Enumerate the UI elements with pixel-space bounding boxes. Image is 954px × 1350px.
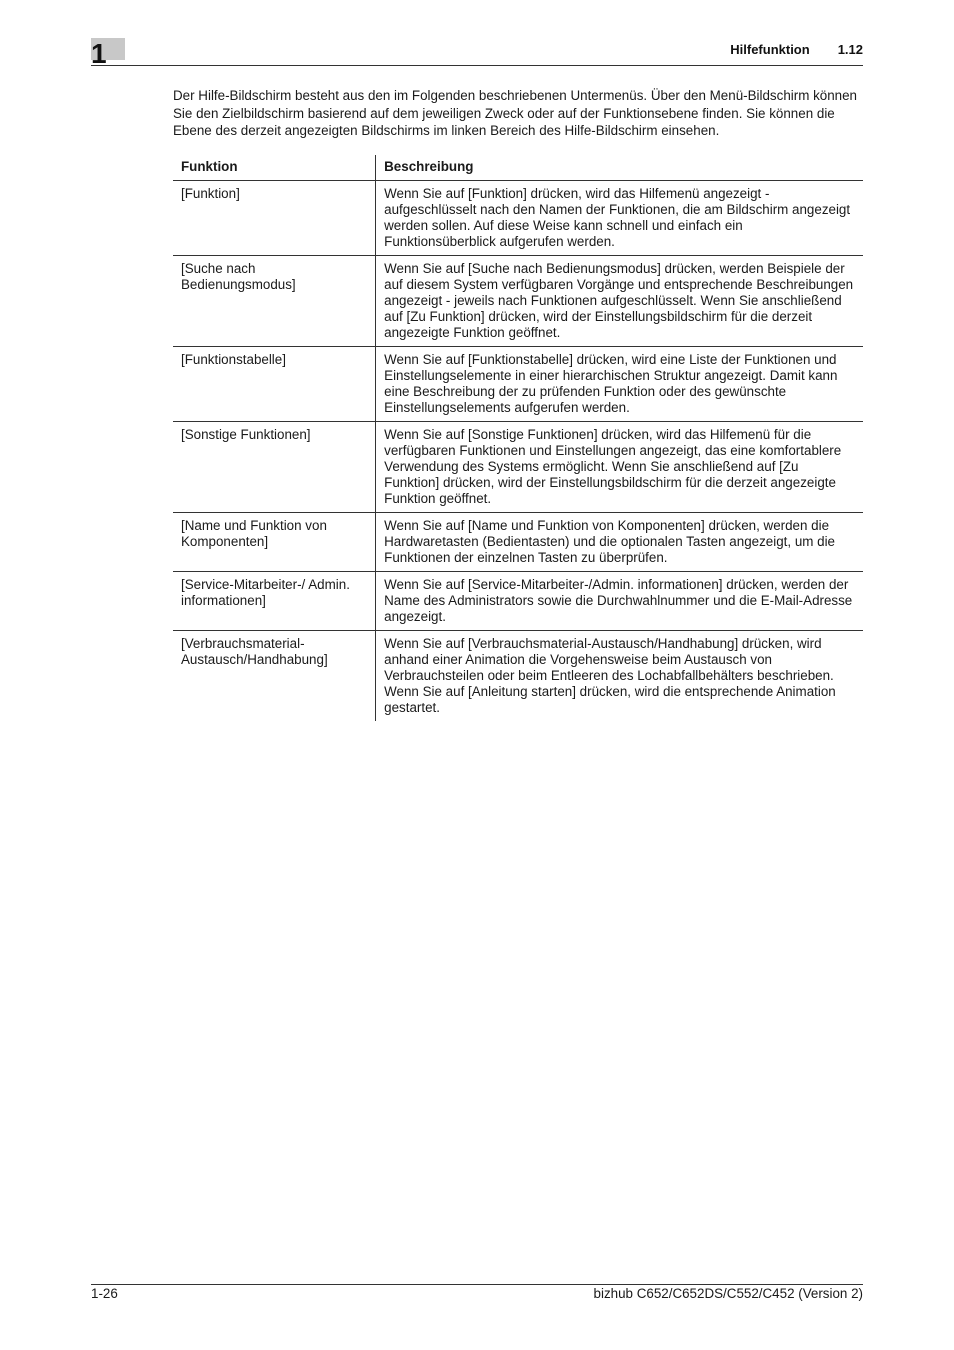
description-cell: Wenn Sie auf [Suche nach Bedienungsmodus] drücken, werden Beispiele der auf diesem System verfügbaren Vorgänge und entsprechende Beschreibungen angezeigt - jeweils nach Funktionen aufgeschlüsselt. Wenn Sie anschließend auf [Zu Funktion] drücken, wird der Einstellungsbildschirm für die derzeit angezeigte Funktion geöffnet. [376,256,863,347]
function-cell: [Sonstige Funktionen] [173,422,376,513]
table-row [173,513,863,572]
table-row [173,256,863,347]
table-row [173,422,863,513]
table-row [173,181,863,256]
function-table [173,155,863,721]
page-number: 1-26 [91,1286,118,1301]
footer-rule [91,1284,863,1285]
table-row [173,631,863,722]
description-cell: Wenn Sie auf [Funktionstabelle] drücken, wird eine Liste der Funktionen und Einstellungselemente in einer hierarchischen Struktur angezeigt. Damit kann eine Beschreibung der zu prüfenden Funktion oder des gewünschte Einstellungselements aufgerufen werden. [376,347,863,422]
column-header-function: Funktion [173,155,376,181]
description-cell: Wenn Sie auf [Verbrauchsmaterial-Austausch/Handhabung] drücken, wird anhand einer Animation die Vorgehensweise beim Austausch von Verbrauchsteilen oder beim Entleeren des Lochabfallbehälters beschrieben. Wenn Sie auf [Anleitung starten] drücken, wird die entsprechende Animation gestartet. [384,636,836,715]
section-title: Hilfefunktion [730,42,810,57]
description-cell: Wenn Sie auf [Service-Mitarbeiter-/Admin. informationen] drücken, werden der Name des Administrators sowie die Durchwahlnummer und die E-Mail-Adresse angezeigt. [376,572,863,631]
function-cell: [Funktionstabelle] [173,347,376,422]
description-cell: Wenn Sie auf [Funktion] drücken, wird das Hilfemenü angezeigt - aufgeschlüsselt nach den Namen der Funktionen, die am Bildschirm angezeigt werden sollen. Auf diese Weise kann schnell und einfach ein Funktionsüberblick aufgerufen werden. [376,181,863,256]
function-cell: [Funktion] [173,181,376,256]
description-cell: Wenn Sie auf [Name und Funktion von Komponenten] drücken, werden die Hardwaretasten (Bedientasten) und die optionalen Tasten angezeigt, um die Funktionen der einzelnen Tasten zu überprüfen. [376,513,863,572]
table-row [173,572,863,631]
function-cell: [Suche nach Bedienungsmodus] [173,256,376,347]
running-header [730,42,863,57]
table-header-row [173,155,863,181]
section-number: 1.12 [837,42,863,57]
header-rule [91,65,863,66]
function-cell: [Service-Mitarbeiter-/ Admin. informationen] [173,572,376,631]
function-cell: [Verbrauchsmaterial-Austausch/Handhabung] [173,631,376,722]
description-cell: Wenn Sie auf [Sonstige Funktionen] drücken, wird das Hilfemenü für die verfügbaren Funktionen und Einstellungen angezeigt, das eine komfortablere Verwendung des Systems ermöglicht. Wenn Sie anschließend auf [Zu Funktion] drücken, wird der Einstellungsbildschirm für die derzeit angezeigte Funktion geöffnet. [376,422,863,513]
function-cell: [Name und Funktion von Komponenten] [173,513,376,572]
intro-paragraph: Der Hilfe-Bildschirm besteht aus den im Folgenden beschriebenen Untermenüs. Über den Menü-Bildschirm können Sie den Zielbildschirm basierend auf dem jeweiligen Zweck oder auf der Funktionsebene finden. Sie können die Ebene des derzeit angezeigten Bildschirms im linken Bereich des Hilfe-Bildschirm einsehen. [173,88,858,138]
table-row [173,347,863,422]
product-name: bizhub C652/C652DS/C552/C452 (Version 2) [593,1286,863,1301]
chapter-number: 1 [91,38,107,69]
column-header-description: Beschreibung [376,155,863,181]
